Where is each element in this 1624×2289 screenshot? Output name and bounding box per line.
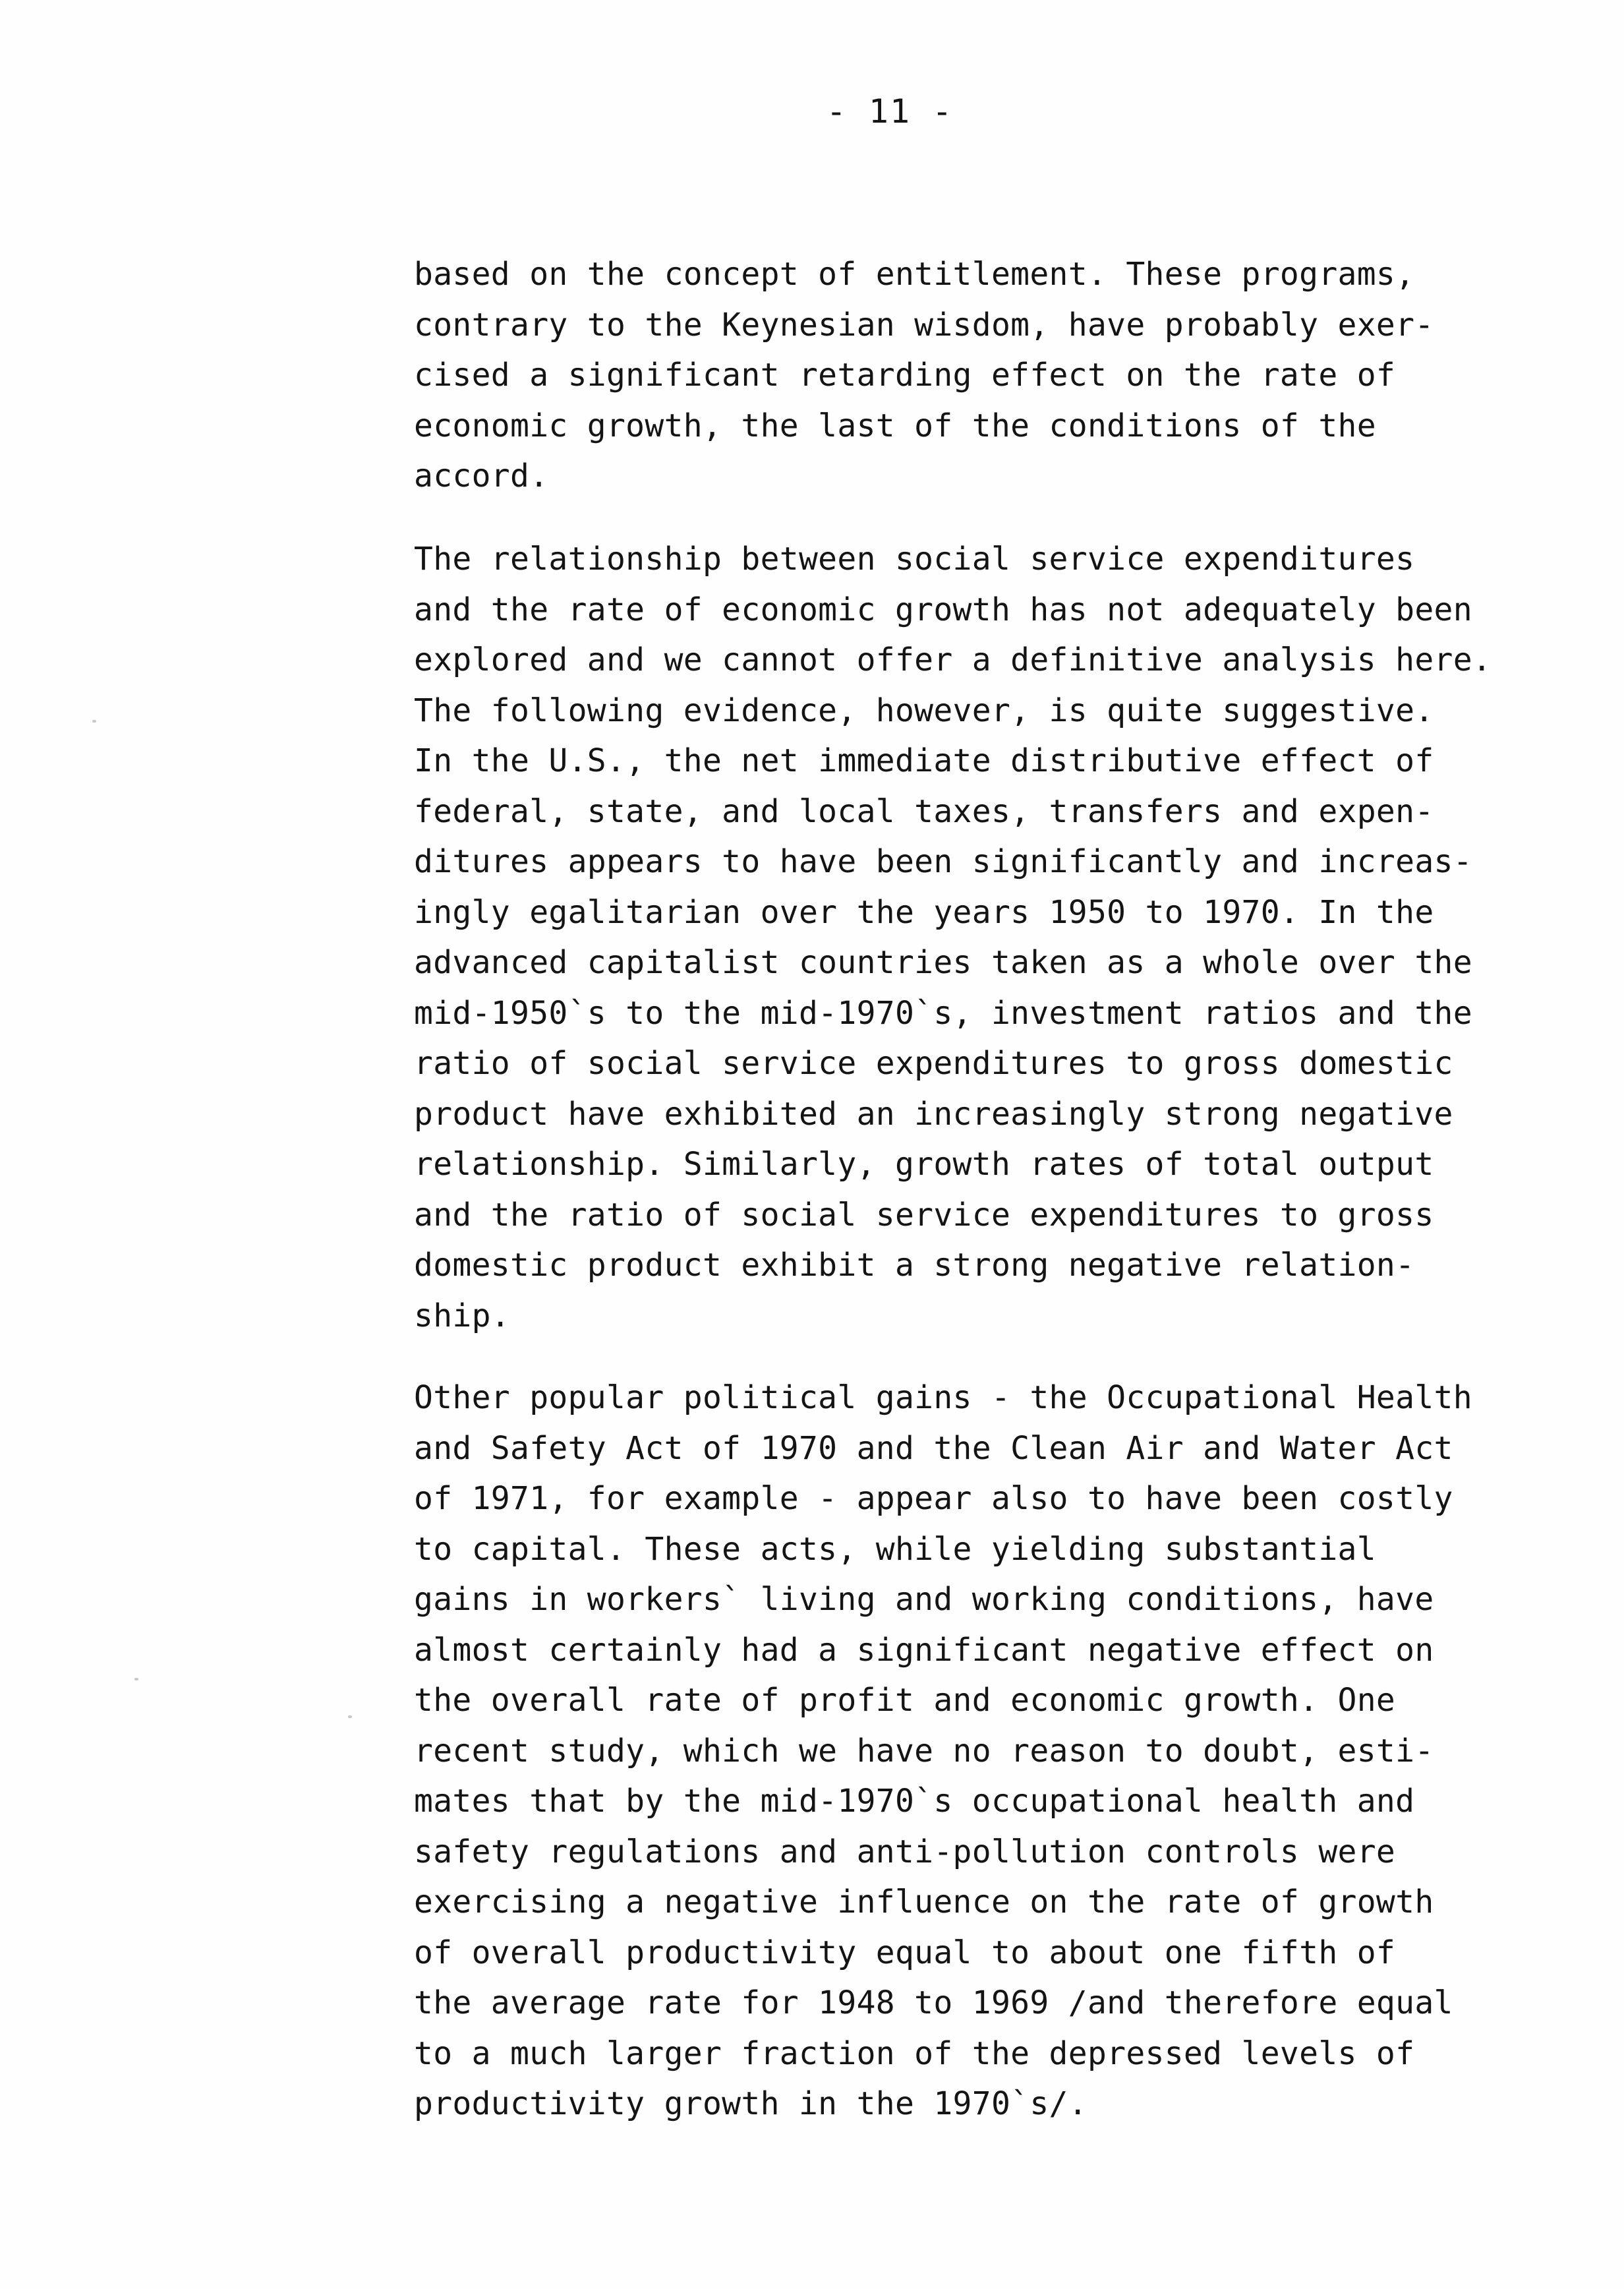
text-line: the overall rate of profit and economic growth. One xyxy=(414,1682,1396,1719)
text-line: and Safety Act of 1970 and the Clean Air and Water Act xyxy=(414,1429,1453,1467)
text-line: to a much larger fraction of the depressed levels of xyxy=(414,2035,1415,2072)
text-line: economic growth, the last of the conditions of the xyxy=(414,407,1376,444)
scan-speck xyxy=(92,720,96,723)
paragraph-3 xyxy=(414,1373,1587,2129)
text-line: advanced capitalist countries taken as a whole over the xyxy=(414,944,1472,981)
text-line: explored and we cannot offer a definitive analysis here. xyxy=(414,641,1492,678)
text-line: ship. xyxy=(414,1297,510,1334)
text-line: ratio of social service expenditures to gross domestic xyxy=(414,1045,1453,1082)
text-line: ingly egalitarian over the years 1950 to 1970. In the xyxy=(414,893,1434,931)
text-line: federal, state, and local taxes, transfers and expen- xyxy=(414,792,1434,830)
text-line: relationship. Similarly, growth rates of total output xyxy=(414,1146,1434,1183)
text-line: safety regulations and anti-pollution controls were xyxy=(414,1833,1396,1870)
text-line: contrary to the Keynesian wisdom, have probably exer- xyxy=(414,306,1434,343)
text-line: mid-1950`s to the mid-1970`s, investment ratios and the xyxy=(414,994,1472,1032)
text-line: almost certainly had a significant negative effect on xyxy=(414,1631,1434,1669)
scan-speck xyxy=(134,1678,138,1680)
text-line: of 1971, for example - appear also to have been costly xyxy=(414,1480,1453,1517)
text-line: productivity growth in the 1970`s/. xyxy=(414,2085,1088,2122)
text-line: the average rate for 1948 to 1969 /and therefore equal xyxy=(414,1984,1453,2021)
text-line: to capital. These acts, while yielding substantial xyxy=(414,1530,1376,1568)
text-line: In the U.S., the net immediate distributive effect of xyxy=(414,742,1434,779)
text-line: gains in workers` living and working conditions, have xyxy=(414,1581,1434,1618)
text-line: domestic product exhibit a strong negative relation- xyxy=(414,1247,1415,1284)
paragraph-2 xyxy=(414,534,1587,1341)
text-line: accord. xyxy=(414,458,549,494)
text-line: mates that by the mid-1970`s occupational health and xyxy=(414,1783,1415,1820)
text-line: product have exhibited an increasingly strong negative xyxy=(414,1095,1453,1133)
text-line: The following evidence, however, is quite suggestive. xyxy=(414,692,1434,729)
text-line: and the ratio of social service expenditures to gross xyxy=(414,1196,1434,1234)
text-line: ditures appears to have been significantly and increas- xyxy=(414,843,1472,880)
text-line: Other popular political gains - the Occupational Health xyxy=(414,1379,1472,1416)
text-line: recent study, which we have no reason to doubt, esti- xyxy=(414,1732,1434,1769)
page-number: - 11 - xyxy=(826,92,954,131)
text-line: and the rate of economic growth has not adequately been xyxy=(414,591,1472,628)
text-line: of overall productivity equal to about one fifth of xyxy=(414,1934,1396,1971)
text-line: The relationship between social service expenditures xyxy=(414,541,1415,578)
text-line: exercising a negative influence on the rate of growth xyxy=(414,1884,1434,1920)
paragraph-1 xyxy=(414,249,1587,502)
text-line: cised a significant retarding effect on the rate of xyxy=(414,357,1396,394)
text-line: based on the concept of entitlement. These programs, xyxy=(414,256,1415,293)
scan-speck xyxy=(348,1715,352,1718)
